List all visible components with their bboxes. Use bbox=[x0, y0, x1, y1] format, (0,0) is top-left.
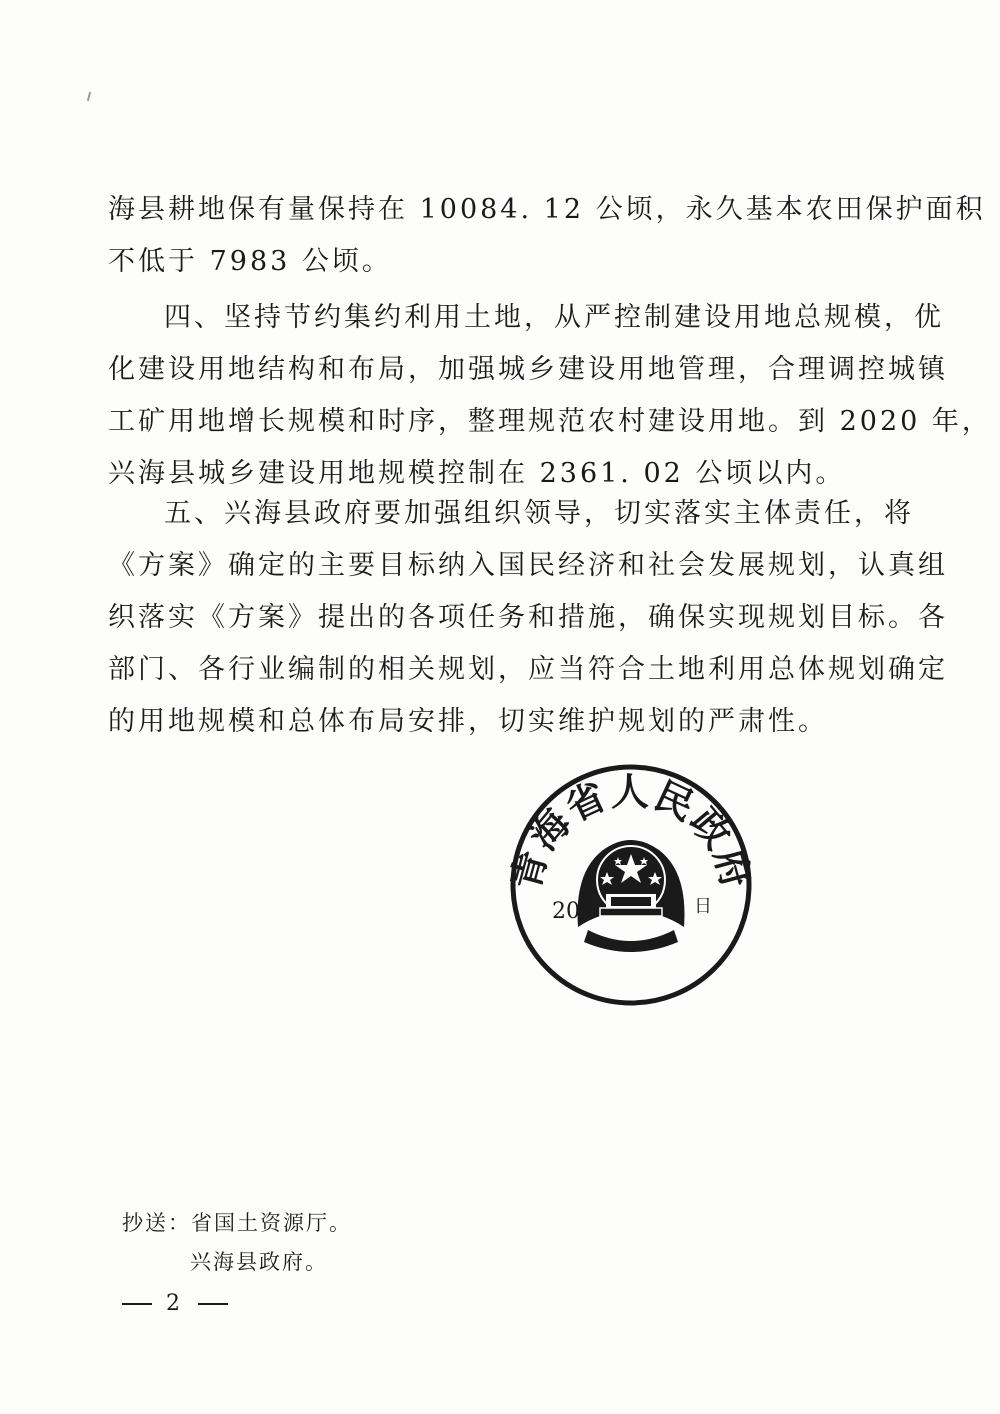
text-line: 的用地规模和总体布局安排，切实维护规划的严肃性。 bbox=[108, 706, 828, 737]
dash-right bbox=[198, 1303, 228, 1305]
seal-date-fragment: 日 bbox=[694, 896, 712, 917]
text-line: 不低于 7983 公顷。 bbox=[108, 246, 392, 277]
cc-line: 抄送：省国土资源厅。 bbox=[122, 1211, 352, 1235]
seal-date-fragment: 20 bbox=[552, 899, 580, 924]
text-line: 《方案》确定的主要目标纳入国民经济和社会发展规划，认真组 bbox=[108, 550, 948, 581]
dash-left bbox=[122, 1303, 152, 1305]
paragraph-five bbox=[108, 488, 948, 748]
text-line: 兴海县城乡建设用地规模控制在 2361. 02 公顷以内。 bbox=[108, 458, 846, 489]
seal-graphic bbox=[508, 762, 754, 1008]
text-line: 部门、各行业编制的相关规划，应当符合土地利用总体规划确定 bbox=[108, 654, 948, 685]
page-number-value: 2 bbox=[166, 1291, 184, 1316]
text-line: 织落实《方案》提出的各项任务和措施，确保实现规划目标。各 bbox=[108, 602, 948, 633]
paragraph-continuation bbox=[108, 184, 986, 288]
official-seal bbox=[508, 762, 754, 1008]
text-line: 四、坚持节约集约利用土地，从严控制建设用地总规模，优 bbox=[164, 302, 944, 333]
page-number bbox=[122, 1291, 228, 1316]
scan-mark bbox=[87, 92, 91, 101]
seal-arc-text: 海省人民政 bbox=[520, 768, 742, 859]
text-line: 五、兴海县政府要加强组织领导，切实落实主体责任，将 bbox=[164, 498, 914, 529]
text-line: 化建设用地结构和布局，加强城乡建设用地管理，合理调控城镇 bbox=[108, 354, 948, 385]
paragraph-four bbox=[108, 292, 992, 500]
text-line: 工矿用地增长规模和时序，整理规范农村建设用地。到 2020 年， bbox=[108, 406, 992, 437]
cc-line: 兴海县政府。 bbox=[190, 1250, 328, 1274]
text-line: 海县耕地保有量保持在 10084. 12 公顷，永久基本农田保护面积 bbox=[108, 194, 986, 225]
national-emblem-icon bbox=[578, 840, 685, 952]
